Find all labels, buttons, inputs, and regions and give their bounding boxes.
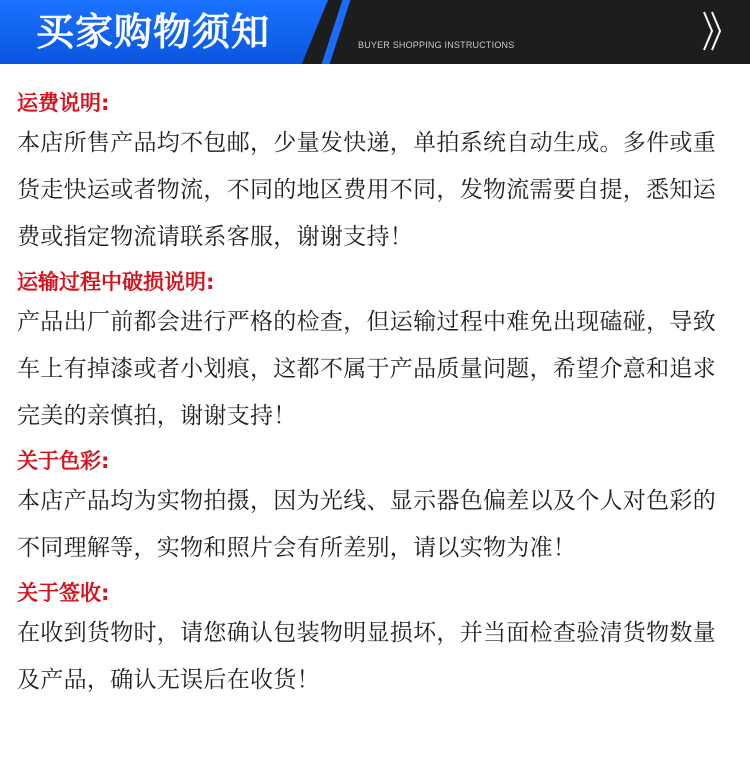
section-heading: 运输过程中破损说明: bbox=[17, 270, 215, 294]
header-banner bbox=[0, 0, 750, 64]
section-heading: 关于签收: bbox=[17, 581, 110, 605]
double-chevron-right-icon bbox=[702, 10, 724, 52]
section-text: 本店产品均为实物拍摄，因为光线、显示器色偏差以及个人对色彩的不同理解等，实物和照片会有所差别，请以实物为准！ bbox=[17, 488, 716, 561]
section-damage bbox=[17, 265, 734, 440]
section-shipping bbox=[17, 86, 734, 261]
page-subtitle: BUYER SHOPPING INSTRUCTIONS bbox=[358, 40, 515, 50]
section-text: 在收到货物时，请您确认包装物明显损坏，并当面检查验清货物数量及产品，确认无误后在收货！ bbox=[17, 620, 716, 693]
section-heading: 关于色彩: bbox=[17, 449, 110, 473]
page-title: 买家购物须知 bbox=[36, 10, 271, 54]
section-receipt bbox=[17, 576, 734, 704]
section-text: 产品出厂前都会进行严格的检查，但运输过程中难免出现磕碰，导致车上有掉漆或者小划痕，这都不属于产品质量问题，希望介意和追求完美的亲慎拍，谢谢支持！ bbox=[17, 309, 716, 429]
section-text: 本店所售产品均不包邮，少量发快递，单拍系统自动生成。多件或重货走快运或者物流，不同的地区费用不同，发物流需要自提，悉知运费或指定物流请联系客服，谢谢支持！ bbox=[17, 130, 716, 250]
section-color bbox=[17, 444, 734, 572]
section-heading: 运费说明: bbox=[17, 91, 110, 115]
header-accent-stripe bbox=[322, 0, 351, 64]
instructions-content bbox=[0, 64, 750, 704]
